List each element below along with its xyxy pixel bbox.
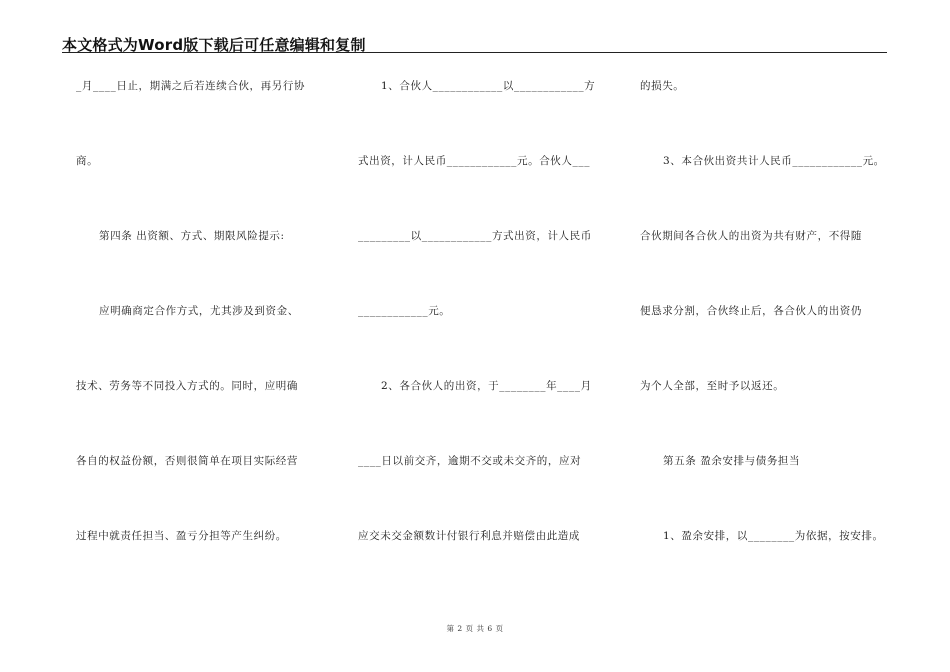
page-number: 第 2 页 共 6 页 [446, 624, 504, 633]
section-heading: 第五条 盈余安排与债务担当 [663, 455, 801, 467]
text-line: 的损失。 [640, 80, 685, 92]
text-line: 3、本合伙出资共计人民币____________元。 [663, 155, 885, 167]
header-title: 本文格式为Word版下载后可任意编辑和复制 [62, 36, 366, 54]
text-line: 应交未交金额数计付银行利息并赔偿由此造成 [358, 530, 580, 542]
text-line: 商。 [76, 155, 99, 167]
text-line: 式出资，计人民币____________元。合伙人___ [358, 155, 591, 167]
text-line: 技术、劳务等不同投入方式的。同时，应明确 [76, 380, 298, 392]
text-line: 便恳求分割，合伙终止后，各合伙人的出资仍 [640, 305, 862, 317]
text-line: ____日以前交齐，逾期不交或未交齐的，应对 [358, 455, 582, 467]
section-heading: 第四条 出资额、方式、期限风险提示: [99, 230, 285, 242]
text-line: _________以____________方式出资，计人民币 [358, 230, 592, 242]
text-line: 各自的权益份额，否则很简单在项目实际经营 [76, 455, 298, 467]
text-line: 过程中就责任担当、盈亏分担等产生纠纷。 [76, 530, 287, 542]
text-line: _月____日止，期满之后若连续合伙，再另行协 [76, 80, 306, 92]
text-line: 1、合伙人____________以____________方 [381, 80, 596, 92]
text-line: 为个人全部，至时予以返还。 [640, 380, 785, 392]
text-line: 2、各合伙人的出资，于________年____月 [381, 380, 592, 392]
text-line: ____________元。 [358, 305, 451, 317]
text-line: 应明确商定合作方式，尤其涉及到资金、 [99, 305, 299, 317]
header-rule [62, 52, 887, 53]
text-line: 1、盈余安排，以________为依据，按安排。 [663, 530, 884, 542]
text-line: 合伙期间各合伙人的出资为共有财产，不得随 [640, 230, 862, 242]
